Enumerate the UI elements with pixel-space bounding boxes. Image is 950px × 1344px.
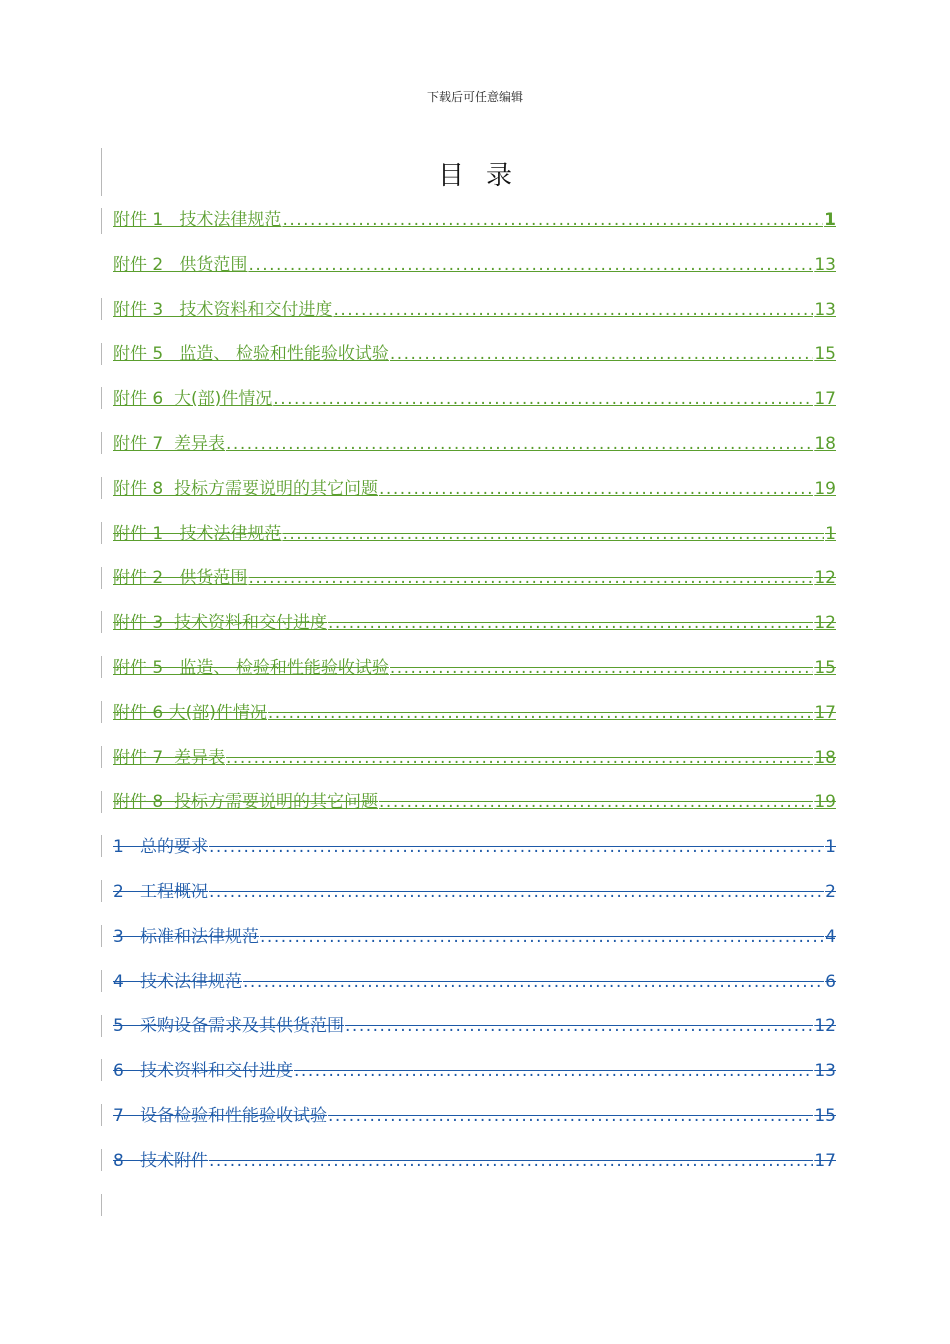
toc-entry-label: 附件 1 技术法律规范 <box>113 210 282 230</box>
toc-entry-page: 18 <box>814 747 836 768</box>
change-bar <box>101 1059 102 1081</box>
toc-leader-dots <box>273 388 813 410</box>
toc-entry-label: 7 设备检验和性能验收试验 <box>113 1105 328 1126</box>
toc-entry[interactable] <box>113 205 836 250</box>
toc-entry-label: 8 技术附件 <box>113 1150 209 1171</box>
toc-entry-label: 附件 8 投标方需要说明的其它问题 <box>113 478 379 499</box>
toc-leader-dots <box>294 1060 813 1082</box>
toc-entry[interactable] <box>113 474 836 519</box>
change-bar <box>101 656 102 678</box>
toc-entry[interactable] <box>113 787 836 832</box>
change-bar <box>101 701 102 723</box>
toc-title: 目录 <box>437 161 534 191</box>
toc-entry-label: 1 总的要求 <box>113 837 209 858</box>
toc-leader-dots <box>243 971 824 993</box>
toc-entry[interactable] <box>113 698 836 743</box>
toc-leader-dots <box>248 254 813 276</box>
change-bar <box>101 387 102 409</box>
toc-leader-dots <box>333 299 813 321</box>
toc-leader-dots <box>268 702 813 724</box>
toc-leader-dots <box>390 343 814 365</box>
toc-entry[interactable] <box>113 563 836 608</box>
toc-entry-page: 15 <box>814 344 836 365</box>
toc-entry-page: 1 <box>825 523 836 544</box>
toc-entry[interactable] <box>113 384 836 429</box>
toc-leader-dots <box>328 1105 813 1127</box>
toc-leader-dots <box>209 836 824 858</box>
toc-entry-page: 19 <box>814 792 836 813</box>
toc-entry-label: 附件 5 监造、 检验和性能验收试验 <box>113 344 389 365</box>
toc-entry[interactable] <box>113 1011 836 1056</box>
toc-entry-page: 17 <box>814 389 836 410</box>
toc-entry-label: 4 技术法律规范 <box>113 971 243 992</box>
toc-entry-page: 13 <box>814 1061 836 1082</box>
toc-entry[interactable] <box>113 967 836 1012</box>
toc-entry[interactable] <box>113 429 836 474</box>
toc-leader-dots <box>390 657 814 679</box>
toc-entry[interactable] <box>113 743 836 788</box>
toc-leader-dots <box>209 1150 813 1172</box>
toc-entry-label: 3 标准和法律规范 <box>113 926 260 947</box>
toc-entry-page: 12 <box>814 613 836 634</box>
toc-entry[interactable] <box>113 832 836 877</box>
toc-entry-label: 附件 6 大(部)件情况 <box>113 702 267 723</box>
toc-entry-page: 12 <box>814 568 836 589</box>
toc-entry-page: 6 <box>825 971 836 992</box>
toc-entry-label: 附件 2 供货范围 <box>113 568 248 589</box>
toc-entry-page: 15 <box>814 1105 836 1126</box>
change-bar <box>101 611 102 633</box>
toc-entry[interactable] <box>113 608 836 653</box>
change-bar <box>101 567 102 589</box>
change-bar <box>101 1015 102 1037</box>
toc-entry[interactable] <box>113 877 836 922</box>
change-bar <box>101 343 102 365</box>
change-bar <box>101 835 102 857</box>
toc-leader-dots <box>209 881 824 903</box>
toc-leader-dots <box>282 209 823 231</box>
change-bar <box>101 970 102 992</box>
toc-entry[interactable] <box>113 250 836 295</box>
change-bar <box>101 208 102 234</box>
toc-entry-label: 附件 3 技术资料和交付进度 <box>113 299 333 320</box>
toc-entry-label: 附件 7 差异表 <box>113 747 226 768</box>
change-bar <box>101 298 102 320</box>
toc-entry[interactable] <box>113 1146 836 1191</box>
change-bar <box>101 522 102 544</box>
toc-entry-page: 15 <box>814 657 836 678</box>
change-bar <box>101 477 102 499</box>
toc-entry-page: 2 <box>825 881 836 902</box>
toc-leader-dots <box>226 433 813 455</box>
toc-entry-page: 4 <box>825 926 836 947</box>
toc-entry-label: 附件 3 技术资料和交付进度 <box>113 613 328 634</box>
toc-entry[interactable] <box>113 653 836 698</box>
toc-entry-page: 17 <box>814 702 836 723</box>
header-note: 下载后可任意编辑 <box>426 90 523 104</box>
toc-entry-page: 12 <box>814 1016 836 1037</box>
toc-entry[interactable] <box>113 922 836 967</box>
toc-leader-dots <box>260 926 824 948</box>
change-bar <box>101 1104 102 1126</box>
toc-entry-page: 13 <box>814 299 836 320</box>
toc-entry[interactable] <box>113 339 836 384</box>
toc-entry[interactable] <box>113 1056 836 1101</box>
toc-leader-dots <box>282 523 824 545</box>
change-bar <box>101 880 102 902</box>
toc-leader-dots <box>379 791 813 813</box>
toc-entry-page: 1 <box>825 837 836 858</box>
toc-entry-label: 附件 6 大(部)件情况 <box>113 389 273 410</box>
change-bar <box>101 925 102 947</box>
change-bar <box>101 746 102 768</box>
toc-entry[interactable] <box>113 295 836 340</box>
toc-entry-label: 附件 1 技术法律规范 <box>113 523 282 544</box>
toc-entry-label: 5 采购设备需求及其供货范围 <box>113 1016 345 1037</box>
toc-entry-label: 附件 7 差异表 <box>113 433 226 454</box>
toc-leader-dots <box>345 1015 813 1037</box>
toc-entry-page: 19 <box>814 478 836 499</box>
change-bar <box>101 1194 102 1216</box>
toc-entry[interactable] <box>113 1101 836 1146</box>
toc-entry-label: 附件 2 供货范围 <box>113 254 248 275</box>
toc-entry-page: 1 <box>824 210 836 230</box>
toc-entry-page: 18 <box>814 433 836 454</box>
change-bar <box>101 1149 102 1171</box>
toc-entry-label: 附件 5 监造、 检验和性能验收试验 <box>113 657 389 678</box>
toc-leader-dots <box>379 478 813 500</box>
toc-entry-label: 6 技术资料和交付进度 <box>113 1061 294 1082</box>
toc-entry-label: 附件 8 投标方需要说明的其它问题 <box>113 792 379 813</box>
change-bar <box>101 791 102 813</box>
toc-leader-dots <box>248 567 813 589</box>
toc-leader-dots <box>226 747 813 769</box>
toc-leader-dots <box>328 612 813 634</box>
change-bar <box>101 432 102 454</box>
toc-list <box>113 205 836 1191</box>
toc-entry-page: 13 <box>814 254 836 275</box>
toc-entry[interactable] <box>113 519 836 564</box>
toc-entry-label: 2 工程概况 <box>113 881 209 902</box>
toc-entry-page: 17 <box>814 1150 836 1171</box>
